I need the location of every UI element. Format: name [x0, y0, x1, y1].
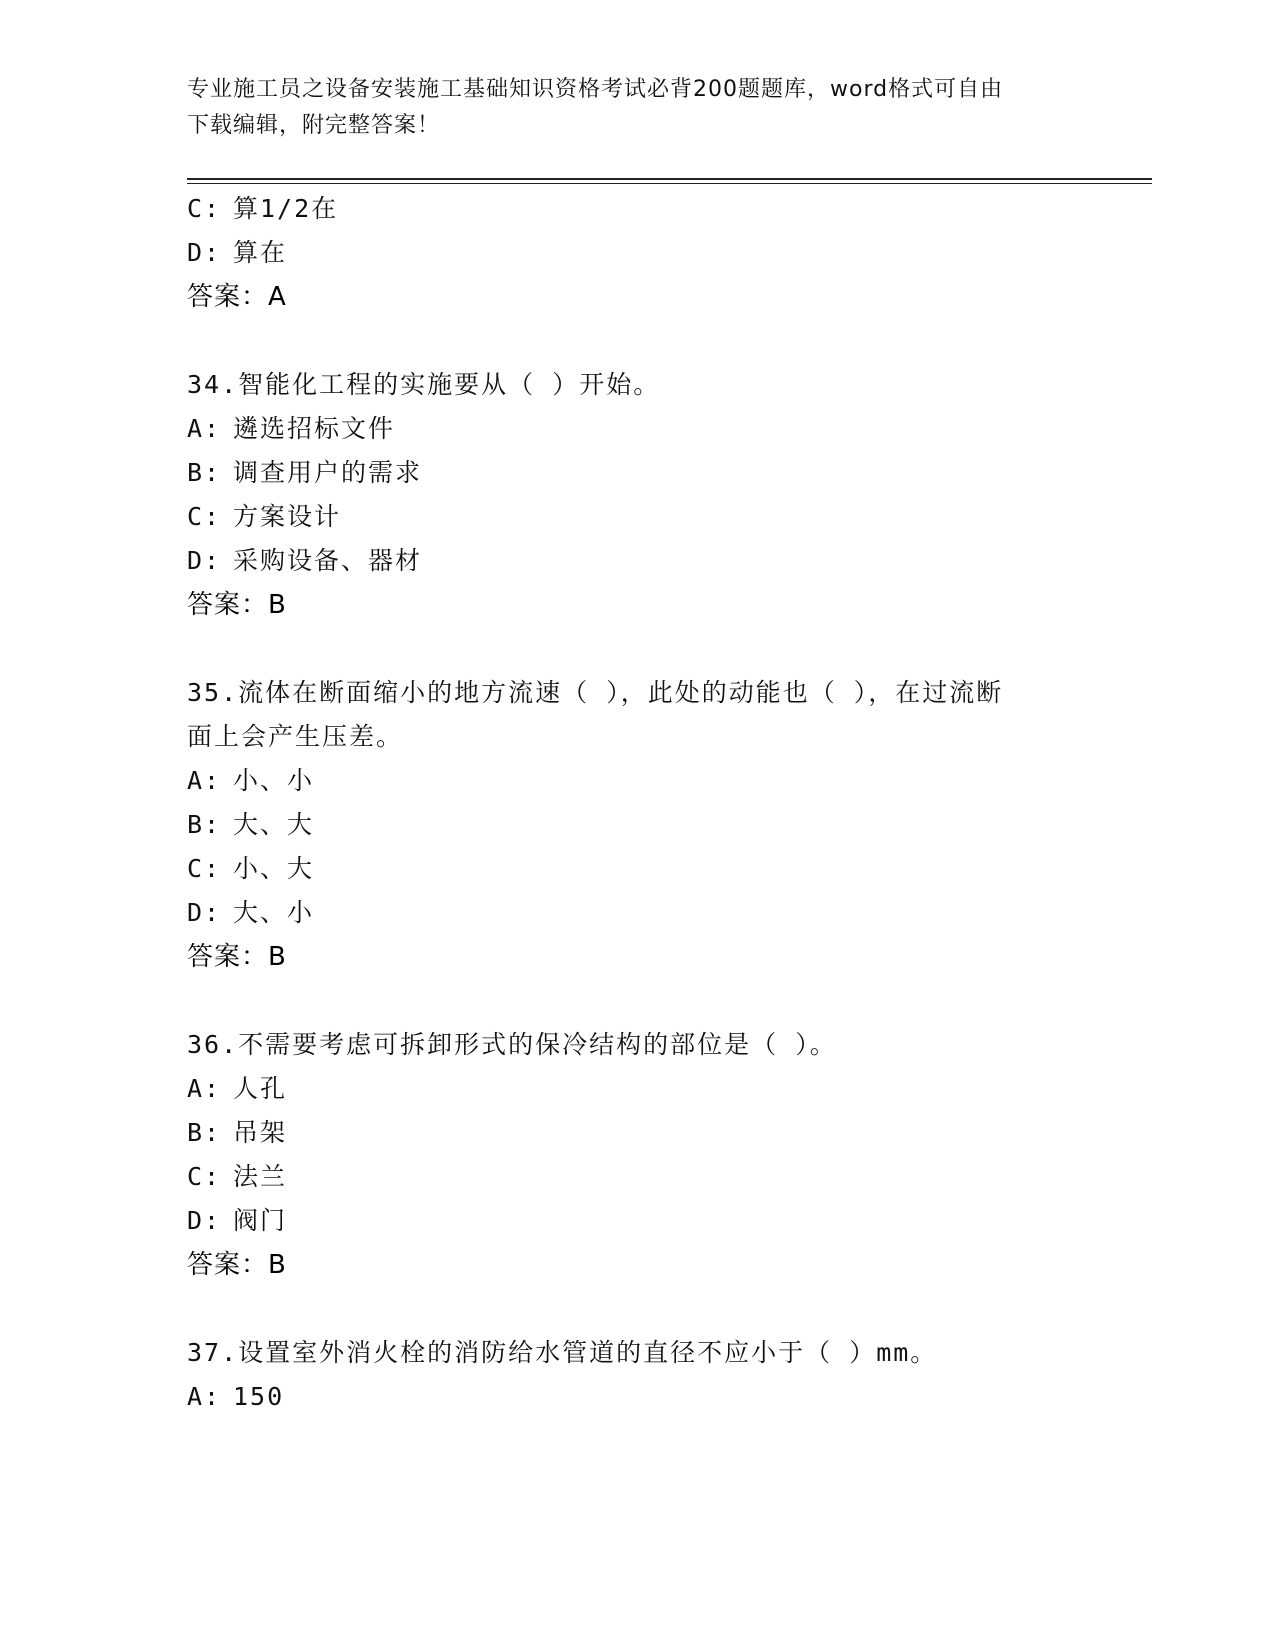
q36-stem: 36.不需要考虑可拆卸形式的保冷结构的部位是（ ）。 [187, 1030, 837, 1059]
q35-option-d [187, 890, 314, 936]
option-key: D: [187, 238, 222, 267]
header-title-line-2: 下载编辑，附完整答案！ [187, 113, 441, 138]
q34-option-b [187, 450, 422, 496]
option-text: 算在 [233, 238, 288, 267]
q36-option-d [187, 1198, 287, 1244]
option-text: 小、大 [233, 854, 315, 883]
option-key: C: [187, 194, 222, 223]
prev-option-c [187, 186, 338, 232]
q34-stem: 34.智能化工程的实施要从（ ）开始。 [187, 370, 661, 399]
option-text: 吊架 [233, 1118, 288, 1147]
option-key: B: [187, 458, 222, 487]
option-key: A: [187, 414, 222, 443]
option-text: 大、大 [233, 810, 315, 839]
option-text: 遴选招标文件 [233, 414, 396, 443]
header-divider-thick [187, 178, 1152, 180]
q34-answer: 答案：B [187, 590, 287, 620]
option-text: 150 [233, 1382, 285, 1411]
option-text: 阀门 [233, 1206, 288, 1235]
option-text: 算1/2在 [233, 194, 339, 223]
option-key: C: [187, 1162, 222, 1191]
option-text: 小、小 [233, 766, 315, 795]
prev-option-d [187, 230, 287, 276]
q35-answer: 答案：B [187, 942, 287, 972]
option-key: B: [187, 810, 222, 839]
q36-option-b [187, 1110, 287, 1156]
option-text: 人孔 [233, 1074, 288, 1103]
option-key: A: [187, 1074, 222, 1103]
q34-option-c [187, 494, 341, 540]
option-key: C: [187, 854, 222, 883]
option-text: 方案设计 [233, 502, 342, 531]
option-key: C: [187, 502, 222, 531]
header-divider-thin [187, 183, 1152, 184]
q35-stem-line-2: 面上会产生压差。 [187, 722, 404, 751]
q37-option-a [187, 1374, 284, 1420]
q37-stem: 37.设置室外消火栓的消防给水管道的直径不应小于（ ）mm。 [187, 1338, 938, 1367]
option-text: 采购设备、器材 [233, 546, 423, 575]
option-text: 大、小 [233, 898, 315, 927]
q34-option-d [187, 538, 422, 584]
option-key: D: [187, 546, 222, 575]
option-key: A: [187, 1382, 222, 1411]
option-key: A: [187, 766, 222, 795]
q35-option-c [187, 846, 314, 892]
q35-option-a [187, 758, 314, 804]
q36-option-a [187, 1066, 287, 1112]
option-text: 调查用户的需求 [233, 458, 423, 487]
option-key: D: [187, 1206, 222, 1235]
option-key: B: [187, 1118, 222, 1147]
prev-answer: 答案：A [187, 282, 287, 312]
option-key: D: [187, 898, 222, 927]
q36-answer: 答案：B [187, 1250, 287, 1280]
option-text: 法兰 [233, 1162, 288, 1191]
q35-stem-line-1: 35.流体在断面缩小的地方流速（ ），此处的动能也（ ），在过流断 [187, 678, 1004, 707]
header-title-line-1: 专业施工员之设备安装施工基础知识资格考试必背200题题库，word格式可自由 [187, 77, 1004, 102]
q35-option-b [187, 802, 314, 848]
q36-option-c [187, 1154, 287, 1200]
q34-option-a [187, 406, 395, 452]
document-header [187, 72, 1087, 144]
